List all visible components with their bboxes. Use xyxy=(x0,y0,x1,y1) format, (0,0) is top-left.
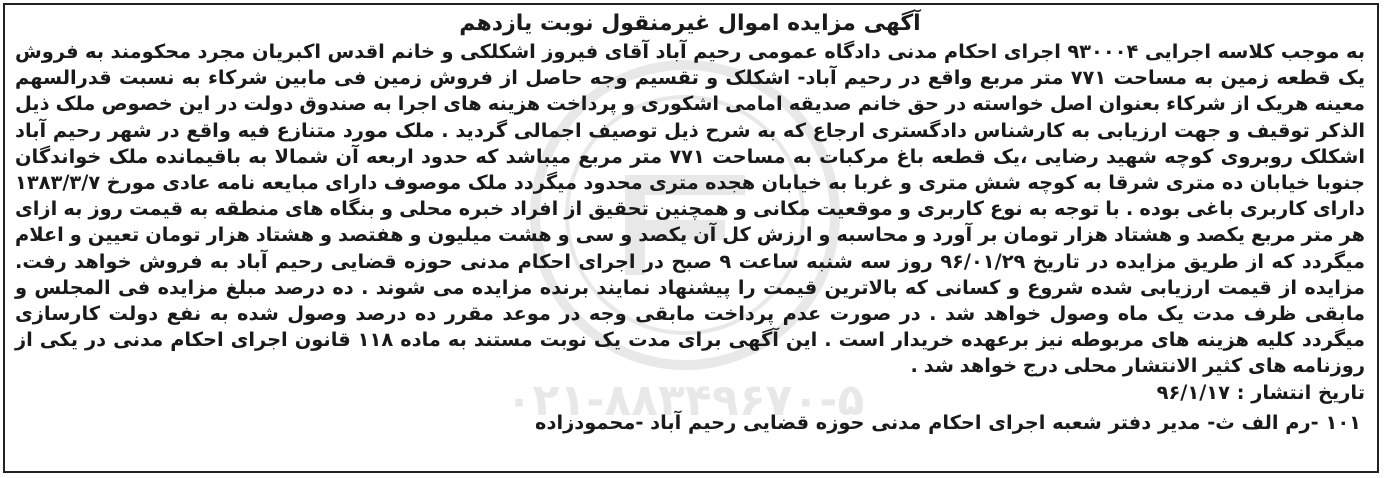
watermark-phone: ۰۲۱-۸۸۳۴۹۶۷۰-۵ xyxy=(505,375,865,426)
notice-title: آگهی مزایده اموال غیرمنقول نوبت یازدهم xyxy=(459,11,921,36)
notice-frame xyxy=(3,3,1379,473)
publication-date: تاریخ انتشار : ۹۶/۱/۱۷ xyxy=(1156,380,1365,404)
notice-content xyxy=(15,9,1365,438)
notice-body: به موجب کلاسه اجرایی ۹۳۰۰۰۴ اجرای احکام مدنی دادگاه عمومی رحیم آباد آقای فیروز اشکلکی و خانم اقدس اکبریان مجرد محکومند به فروش یک قطعه زمین به مساحت ۷۷۱ متر مربع واقع در رحیم آباد- اشکلک و تقسیم وجه حاصل از فروش زمین فی مابین شرکاء به نسبت قدرالسهم معینه هریک از شرکاء بعنوان اصل خواسته در حق خانم صدیقه امامی اشکوری و پرداخت هزینه های اجرا به صندوق دولت در این خصوص ملک ذیل الذکر توقیف و جهت ارزیابی به کارشناس دادگستری ارجاع که به شرح ذیل توصیف اجمالی گردید . ملک مورد متنازع فیه واقع در شهر رحیم آباد اشکلک روبروی کوچه شهید رضایی ،یک قطعه باغ مرکبات به مساحت ۷۷۱ متر مربع میباشد که حدود اربعه آن شمالا به باقیمانده ملک خواندگان جنوبا خیابان ده متری شرقا به کوچه شش متری و غربا به خیابان هجده متری محدود میگردد ملک موصوف دارای مبایعه نامه عادی مورخ ۱۳۸۳/۳/۷ دارای کاربری باغی بوده . با توجه به نوع کاربری و موقعیت مکانی و همچنین تحقیق از افراد خبره محلی و بنگاه های منطقه به قیمت روز به ازای هر متر مربع یکصد و هشتاد هزار تومان بر آورد و محاسبه و ارزش کل آن یکصد و سی و هشت میلیون و هفتصد و هشتاد هزار تومان تعیین و اعلام میگردد که از طریق مزایده در تاریخ ۹۶/۰۱/۲۹ روز سه شنبه ساعت ۹ صبح در اجرای احکام مدنی حوزه قضایی رحیم آباد به فروش خواهد رفت. مزایده از قیمت ارزیابی شده شروع و کسانی که بالاترین قیمت را پیشنهاد نمایند برنده مزایده می شوند . ده درصد مبلغ مزایده فی المجلس و مابقی ظرف مدت یک ماه وصول خواهد شد . در صورت عدم پرداخت مابقی وجه در موعد مقرر ده درصد وصول شده به نفع دولت کارسازی میگردد کلیه هزینه های مربوطه نیز برعهده خریدار است . این آگهی برای مدت یک نوبت مستند به ماده ۱۱۸ قانون اجرای احکام مدنی در یکی از روزنامه های کثیر الانتشار محلی درج خواهد شد . xyxy=(15,40,1365,378)
notice-signature: ۱۰۱ -رم الف ث- مدیر دفتر شعبه اجرای احکام مدنی حوزه قضایی رحیم آباد -محمودزاده xyxy=(535,410,1361,434)
